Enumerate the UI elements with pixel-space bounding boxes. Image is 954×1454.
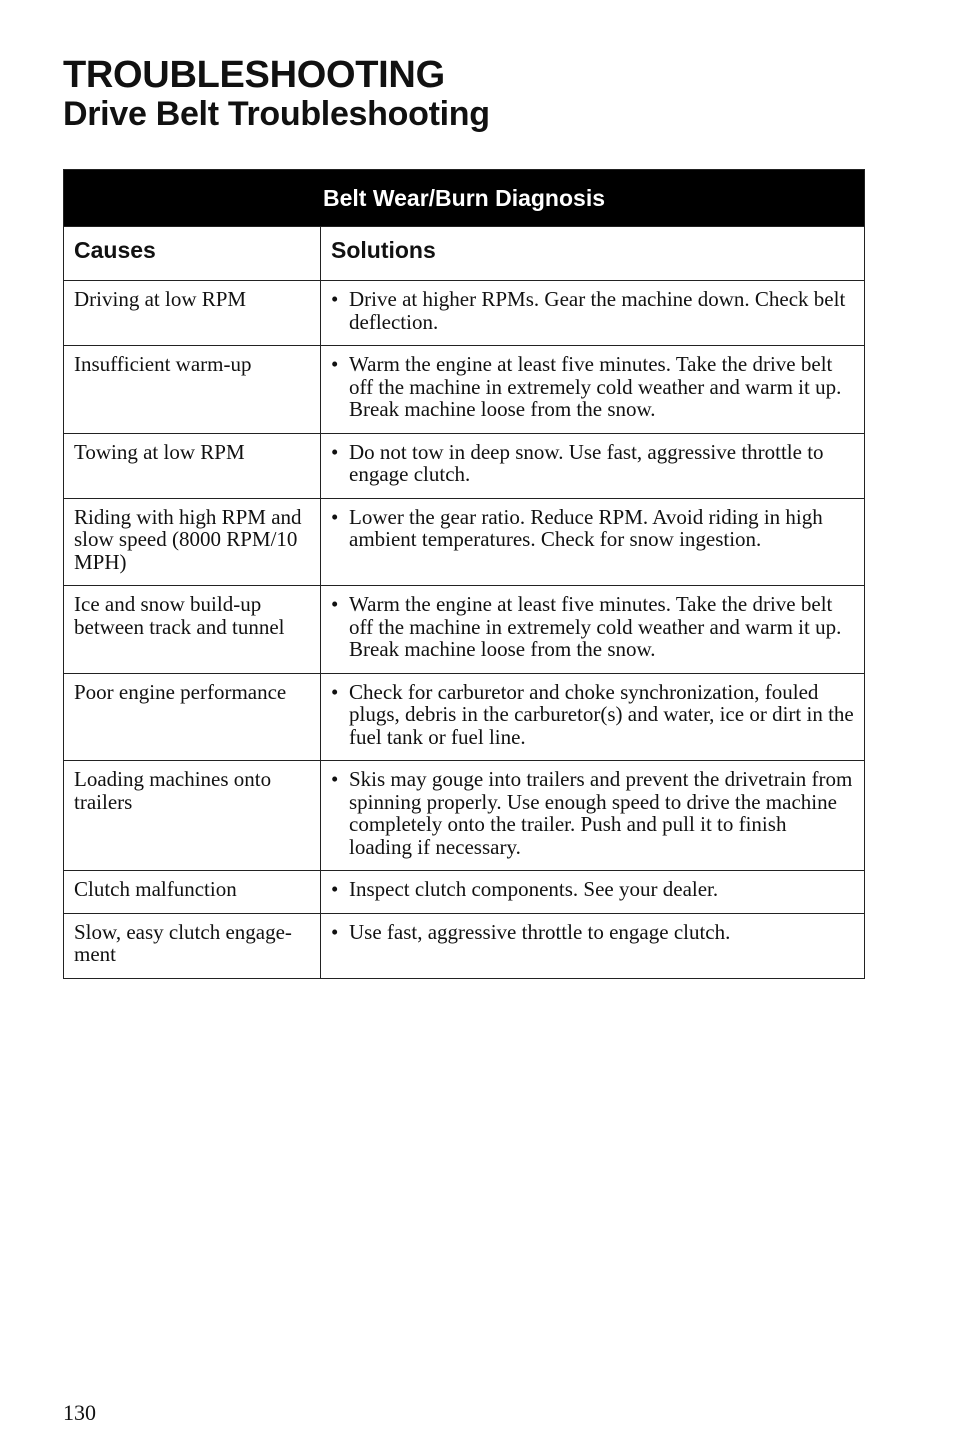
page-number: 130 — [63, 1400, 96, 1425]
table-row — [64, 346, 865, 434]
belt-diagnosis-table — [63, 169, 865, 979]
solution-text: Use fast, aggressive throttle to engage clutch. — [349, 919, 731, 944]
cause-cell: Clutch malfunction — [64, 871, 321, 914]
bullet-icon: • — [331, 439, 339, 464]
bullet-icon: • — [331, 767, 339, 791]
table-row — [64, 761, 865, 871]
solution-text: Warm the engine at least five minutes. Take the drive belt off the machine in extremely cold weather and warm it up. Break machine loose from the snow. — [349, 352, 842, 421]
bullet-icon: • — [331, 287, 339, 311]
cause-cell: Loading machines onto trailers — [64, 761, 321, 871]
solution-text: Skis may gouge into trailers and prevent the drivetrain from spinning properly. Use enough speed to drive the machine completely onto the trailer. Push and pull it to finish loading if necessary. — [349, 767, 853, 859]
table-header-row — [64, 227, 865, 281]
solution-text: Check for carburetor and choke synchronization, fouled plugs, debris in the carburetor(s) and water, ice or dirt in the fuel tank or fuel line. — [349, 679, 854, 749]
cause-cell: Slow, easy clutch engage-ment — [64, 913, 321, 978]
solution-cell — [321, 498, 865, 586]
solution-cell — [321, 761, 865, 871]
solution-text: Do not tow in deep snow. Use fast, aggressive throttle to engage clutch. — [349, 439, 824, 486]
solution-cell — [321, 346, 865, 434]
bullet-icon: • — [331, 592, 339, 616]
solution-cell — [321, 673, 865, 761]
table-row — [64, 673, 865, 761]
table-caption-row — [64, 170, 865, 227]
bullet-icon: • — [331, 352, 339, 376]
table-row — [64, 913, 865, 978]
section-title: TROUBLESHOOTING — [63, 54, 445, 96]
bullet-icon: • — [331, 679, 339, 704]
solution-text: Drive at higher RPMs. Gear the machine down. Check belt deflection. — [349, 287, 846, 334]
cause-cell: Riding with high RPM and slow speed (8000 RPM/10 MPH) — [64, 498, 321, 586]
table-row — [64, 433, 865, 498]
cause-cell: Poor engine performance — [64, 673, 321, 761]
column-header-causes: Causes — [64, 227, 321, 281]
solution-text: Lower the gear ratio. Reduce RPM. Avoid riding in high ambient temperatures. Check for snow ingestion. — [349, 504, 823, 551]
bullet-icon: • — [331, 877, 339, 901]
column-header-solutions: Solutions — [321, 227, 865, 281]
solution-text: Inspect clutch components. See your dealer. — [349, 877, 719, 901]
table-row — [64, 871, 865, 914]
solution-cell — [321, 586, 865, 674]
page-title: Drive Belt Troubleshooting — [63, 95, 490, 133]
bullet-icon: • — [331, 504, 339, 529]
bullet-icon: • — [331, 919, 339, 944]
table-caption: Belt Wear/Burn Diagnosis — [64, 170, 865, 227]
solution-cell — [321, 913, 865, 978]
cause-cell: Ice and snow build-up between track and tunnel — [64, 586, 321, 674]
table-row — [64, 586, 865, 674]
cause-cell: Insufficient warm-up — [64, 346, 321, 434]
solution-cell — [321, 871, 865, 914]
solution-cell — [321, 433, 865, 498]
solution-text: Warm the engine at least five minutes. Take the drive belt off the machine in extremely cold weather and warm it up. Break machine loose from the snow. — [349, 592, 842, 661]
cause-cell: Towing at low RPM — [64, 433, 321, 498]
solution-cell — [321, 281, 865, 346]
table-row — [64, 281, 865, 346]
table-row — [64, 498, 865, 586]
cause-cell: Driving at low RPM — [64, 281, 321, 346]
